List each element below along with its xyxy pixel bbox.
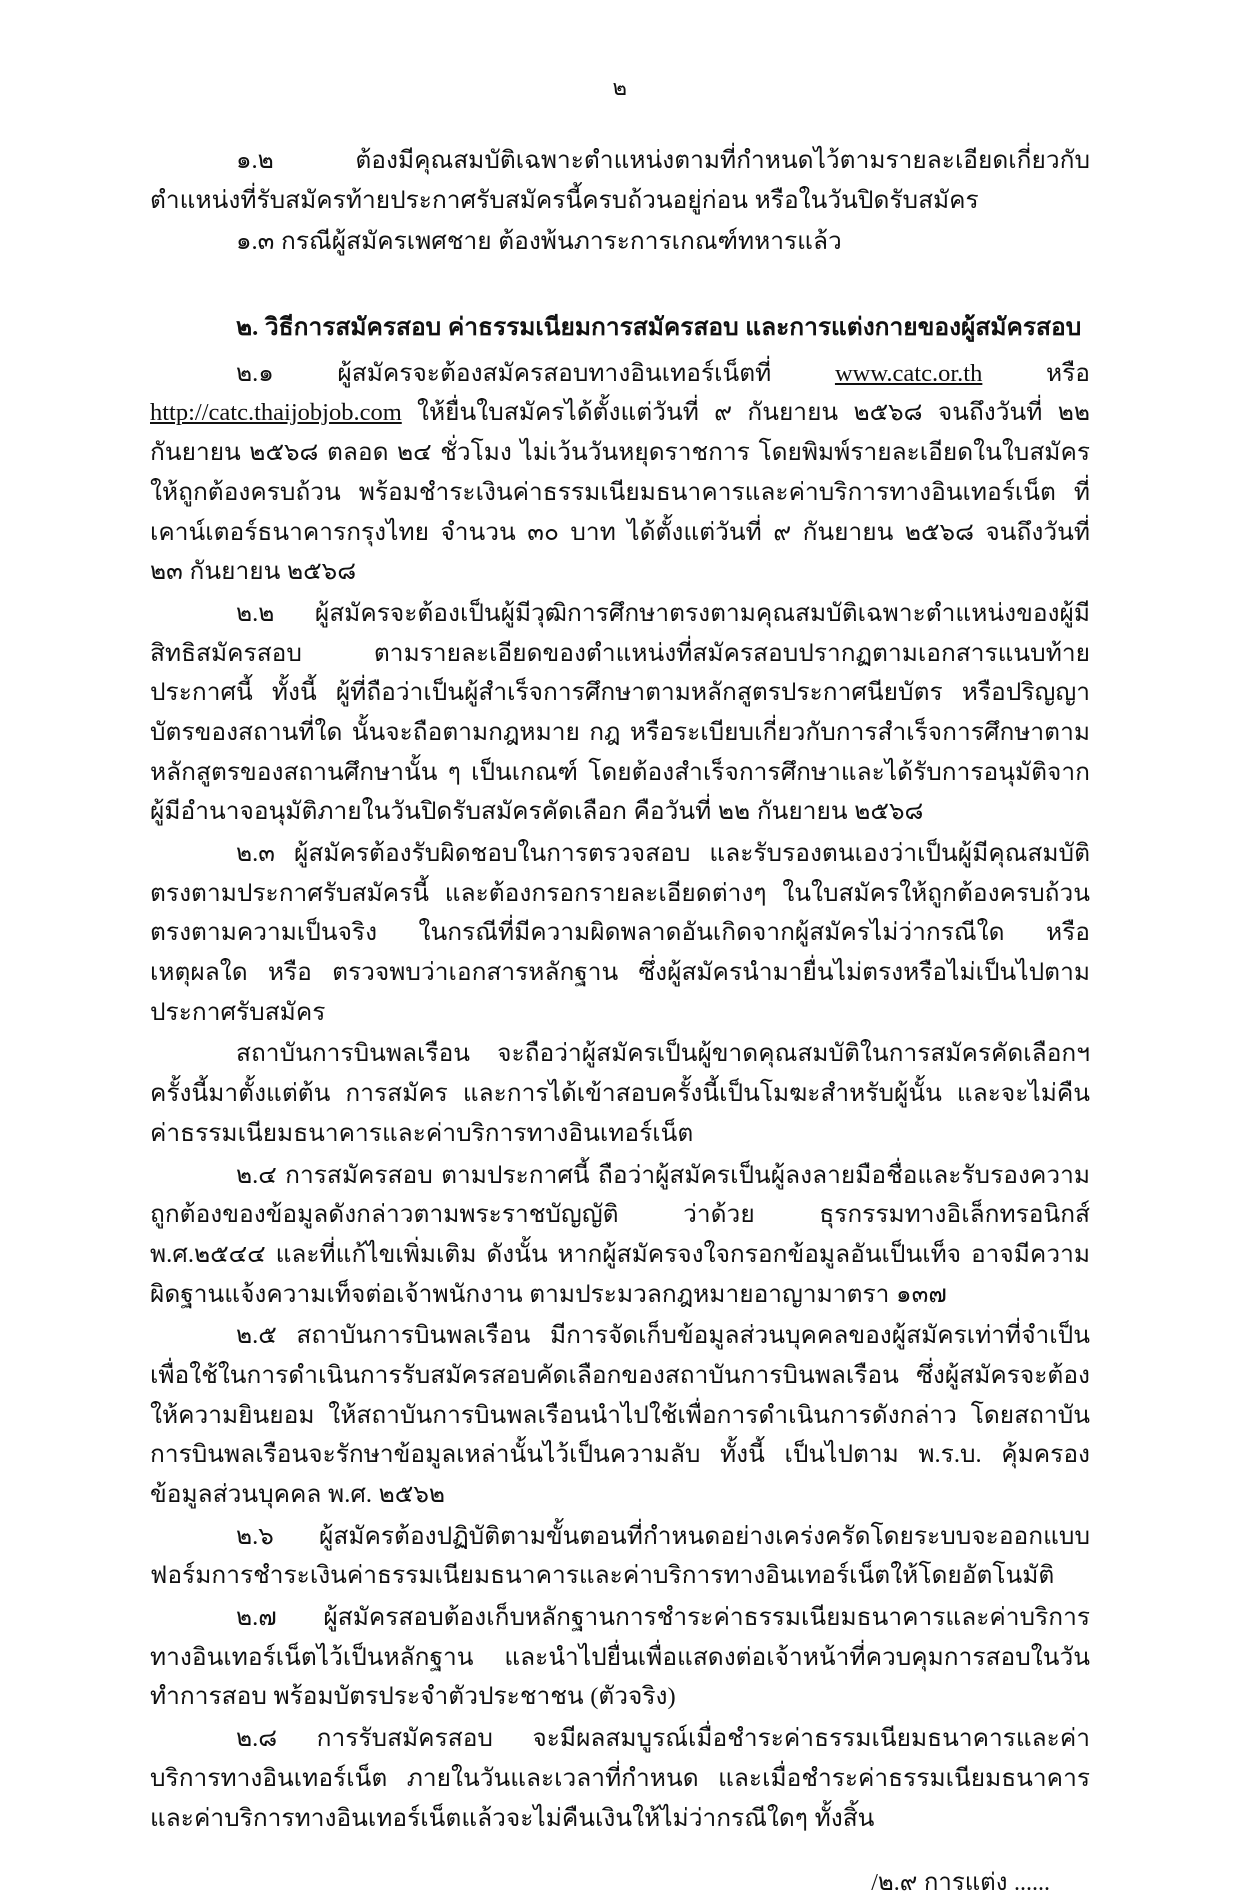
paragraph-2-2: ๒.๒ ผู้สมัครจะต้องเป็นผู้มีวุฒิการศึกษาตรงตามคุณสมบัติเฉพาะตำแหน่งของผู้มีสิทธิสมัครสอบ ตามรายละเอียดของตำแหน่งที่สมัครสอบปรากฏตามเอกสารแนบท้ายประกาศนี้ ทั้งนี้ ผู้ที่ถือว่าเป็นผู้สำเร็จการศึกษาตามหลักสูตรประกาศนียบัตร หรือปริญญาบัตรของสถานที่ใด นั้นจะถือตามกฎหมาย กฎ หรือระเบียบเกี่ยวกับการสำเร็จการศึกษาตามหลักสูตรของสถานศึกษานั้น ๆ เป็นเกณฑ์ โดยต้องสำเร็จการศึกษาและได้รับการอนุมัติจากผู้มีอำนาจอนุมัติภายในวันปิดรับสมัครคัดเลือก คือวันที่ ๒๒ กันยายน ๒๕๖๘ bbox=[150, 599, 1090, 826]
section-heading-2: ๒. วิธีการสมัครสอบ ค่าธรรมเนียมการสมัครสอบ และการแต่งกายของผู้สมัครสอบ bbox=[236, 314, 1082, 342]
paragraph-2-6: ๒.๖ ผู้สมัครต้องปฏิบัติตามขั้นตอนที่กำหนดอย่างเคร่งครัดโดยระบบจะออกแบบฟอร์มการชำระเงินค่าธรรมเนียมธนาคารและค่าบริการทางอินเทอร์เน็ตให้โดยอัตโนมัติ bbox=[150, 1522, 1090, 1590]
link-catc-thaijobjob[interactable]: http://catc.thaijobjob.com bbox=[150, 399, 402, 427]
paragraph-1-3: ๑.๓ กรณีผู้สมัครเพศชาย ต้องพ้นภาระการเกณฑ์ทหารแล้ว bbox=[236, 228, 842, 256]
paragraph-2-1-rest: ให้ยื่นใบสมัครได้ตั้งแต่วันที่ ๙ กันยายน ๒๕๖๘ จนถึงวันที่ ๒๒ กันยายน ๒๕๖๘ ตลอด ๒๔ ชั่วโมง ไม่เว้นวันหยุดราชการ โดยพิมพ์รายละเอียดในใบสมัครให้ถูกต้องครบถ้วน พร้อมชำระเงินค่าธรรมเนียมธนาคารและค่าบริการทางอินเทอร์เน็ต ที่เคาน์เตอร์ธนาคารกรุงไทย จำนวน ๓๐ บาท ได้ตั้งแต่วันที่ ๙ กันยายน ๒๕๖๘ จนถึงวันที่ ๒๓ กันยายน ๒๕๖๘ bbox=[150, 399, 1090, 586]
paragraph-2-1 bbox=[150, 354, 1090, 592]
paragraph-2-8: ๒.๘ การรับสมัครสอบ จะมีผลสมบูรณ์เมื่อชำระค่าธรรมเนียมธนาคารและค่าบริการทางอินเทอร์เน็ต ภายในวันและเวลาที่กำหนด และเมื่อชำระค่าธรรมเนียมธนาคารและค่าบริการทางอินเทอร์เน็ตแล้วจะไม่คืนเงินให้ไม่ว่ากรณีใดๆ ทั้งสิ้น bbox=[150, 1725, 1090, 1832]
page-footer-note: /๒.๙ การแต่ง ...... bbox=[871, 1870, 1050, 1897]
spacer bbox=[150, 264, 1090, 278]
paragraph-2-4: ๒.๔ การสมัครสอบ ตามประกาศนี้ ถือว่าผู้สมัครเป็นผู้ลงลายมือชื่อและรับรองความถูกต้องของข้อมูลดังกล่าวตามพระราชบัญญัติ ว่าด้วย ธุรกรรมทางอิเล็กทรอนิกส์ พ.ศ.๒๕๔๔ และที่แก้ไขเพิ่มเติม ดังนั้น หากผู้สมัครจงใจกรอกข้อมูลอันเป็นเท็จ อาจมีความผิดฐานแจ้งความเท็จต่อเจ้าพนักงาน ตามประมวลกฎหมายอาญามาตรา ๑๓๗ bbox=[150, 1161, 1090, 1308]
link-catc-or-th[interactable]: www.catc.or.th bbox=[834, 359, 983, 387]
paragraph-2-1-conj: หรือ bbox=[982, 359, 1090, 387]
paragraph-2-5: ๒.๕ สถาบันการบินพลเรือน มีการจัดเก็บข้อมูลส่วนบุคคลของผู้สมัครเท่าที่จำเป็น เพื่อใช้ในการดำเนินการรับสมัครสอบคัดเลือกของสถาบันการบินพลเรือน ซึ่งผู้สมัครจะต้องให้ความยินยอม ให้สถาบันการบินพลเรือนนำไปใช้เพื่อการดำเนินการดังกล่าว โดยสถาบันการบินพลเรือนจะรักษาข้อมูลเหล่านั้นไว้เป็นความลับ ทั้งนี้ เป็นไปตาม พ.ร.บ. คุ้มครองข้อมูลส่วนบุคคล พ.ศ. ๒๕๖๒ bbox=[150, 1322, 1090, 1508]
paragraph-2-7: ๒.๗ ผู้สมัครสอบต้องเก็บหลักฐานการชำระค่าธรรมเนียมธนาคารและค่าบริการทางอินเทอร์เน็ตไว้เป็นหลักฐาน และนำไปยื่นเพื่อแสดงต่อเจ้าหน้าที่ควบคุมการสอบในวันทำการสอบ พร้อมบัตรประจำตัวประชาชน (ตัวจริง) bbox=[150, 1604, 1090, 1711]
paragraph-2-3: ๒.๓ ผู้สมัครต้องรับผิดชอบในการตรวจสอบ และรับรองตนเองว่าเป็นผู้มีคุณสมบัติตรงตามประกาศรับสมัครนี้ และต้องกรอกรายละเอียดต่างๆ ในใบสมัครให้ถูกต้องครบถ้วนตรงตามความเป็นจริง ในกรณีที่มีความผิดพลาดอันเกิดจากผู้สมัครไม่ว่ากรณีใด หรือเหตุผลใด หรือ ตรวจพบว่าเอกสารหลักฐาน ซึ่งผู้สมัครนำมายื่นไม่ตรงหรือไม่เป็นไปตามประกาศรับสมัคร bbox=[150, 840, 1090, 1026]
page-number: ๒ bbox=[612, 75, 628, 100]
paragraph-2-3-continued: สถาบันการบินพลเรือน จะถือว่าผู้สมัครเป็นผู้ขาดคุณสมบัติในการสมัครคัดเลือกฯ ครั้งนี้มาตั้งแต่ต้น การสมัคร และการได้เข้าสอบครั้งนี้เป็นโมฆะสำหรับผู้นั้น และจะไม่คืนค่าธรรมเนียมธนาคารและค่าบริการทางอินเทอร์เน็ต bbox=[150, 1040, 1090, 1147]
paragraph-1-2: ๑.๒ ต้องมีคุณสมบัติเฉพาะตำแหน่งตามที่กำหนดไว้ตามรายละเอียดเกี่ยวกับตำแหน่งที่รับสมัครท้ายประกาศรับสมัครนี้ครบถ้วนอยู่ก่อน หรือในวันปิดรับสมัคร bbox=[150, 147, 1090, 214]
document-body bbox=[150, 141, 1090, 1903]
paragraph-2-1-lead: ๒.๑ ผู้สมัครจะต้องสมัครสอบทางอินเทอร์เน็ตที่ bbox=[236, 359, 835, 387]
